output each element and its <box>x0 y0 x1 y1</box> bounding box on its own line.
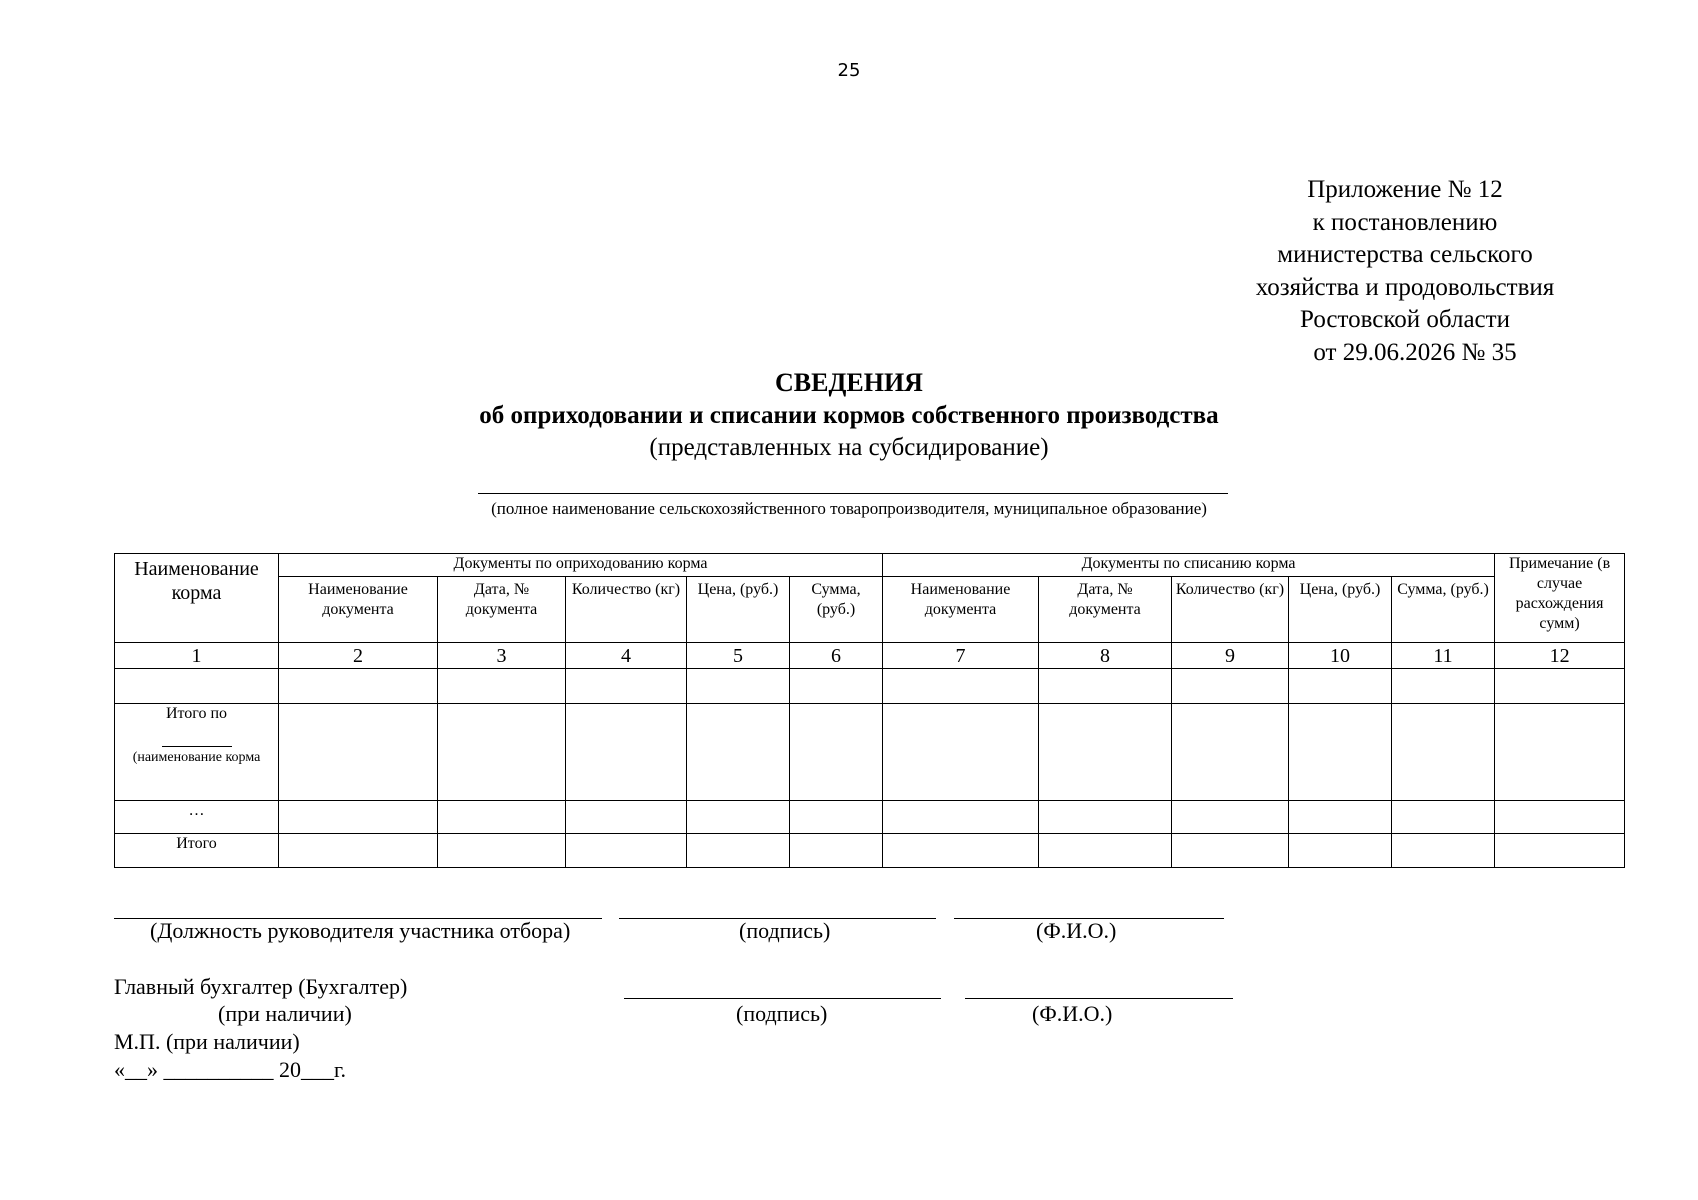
table-cell <box>1039 704 1172 801</box>
header-group-writeoff: Документы по списанию корма <box>883 554 1495 577</box>
accountant-signature-caption: (подпись) <box>736 1001 828 1026</box>
table-cell <box>1039 834 1172 868</box>
table-cell <box>1392 801 1495 834</box>
appendix-line: хозяйства и продовольствия <box>1255 273 1555 301</box>
total-label: Итого <box>115 834 279 868</box>
table-cell <box>1289 669 1392 704</box>
table-cell <box>279 669 438 704</box>
table-cell <box>438 669 566 704</box>
column-number: 10 <box>1289 643 1392 669</box>
table-cell <box>1392 704 1495 801</box>
document-subtitle-note: (представленных на субсидирование) <box>649 434 1049 461</box>
if-any-caption: (при наличии) <box>218 1001 352 1026</box>
table-cell <box>687 834 790 868</box>
table-cell <box>883 704 1039 801</box>
header-date-number: Дата, № документа <box>1039 577 1172 643</box>
column-number: 5 <box>687 643 790 669</box>
table-cell <box>883 669 1039 704</box>
header-quantity: Количество (кг) <box>566 577 687 643</box>
header-price: Цена, (руб.) <box>1289 577 1392 643</box>
table-row <box>115 834 1625 868</box>
header-doc-name: Наименование документа <box>279 577 438 643</box>
document-subtitle: об оприходовании и списании кормов собственного производства <box>479 402 1219 429</box>
table-row <box>115 704 1625 801</box>
stamp-label: М.П. (при наличии) <box>114 1029 300 1054</box>
table-cell <box>1289 704 1392 801</box>
table-cell <box>790 704 883 801</box>
table-cell <box>438 704 566 801</box>
ellipsis-cell: … <box>115 801 279 834</box>
table-cell <box>1172 704 1289 801</box>
table-cell <box>566 801 687 834</box>
column-number: 7 <box>883 643 1039 669</box>
table-cell <box>687 704 790 801</box>
document-title: СВЕДЕНИЯ <box>775 368 923 397</box>
table-cell <box>687 801 790 834</box>
table-cell <box>438 834 566 868</box>
table-cell <box>790 801 883 834</box>
table-cell <box>1495 834 1625 868</box>
table-cell <box>1289 834 1392 868</box>
header-sum: Сумма, (руб.) <box>1392 577 1495 643</box>
column-number: 12 <box>1495 643 1625 669</box>
appendix-line: от 29.06.2026 № 35 <box>1313 338 1517 366</box>
header-group-income: Документы по оприходованию корма <box>279 554 883 577</box>
table-cell <box>279 834 438 868</box>
appendix-block <box>1180 174 1630 369</box>
table-row <box>115 801 1625 834</box>
page-number: 25 <box>837 60 861 81</box>
table-cell <box>687 669 790 704</box>
table-cell <box>1172 669 1289 704</box>
header-price: Цена, (руб.) <box>687 577 790 643</box>
subtotal-label: Итого по <box>165 705 228 722</box>
table-cell <box>438 801 566 834</box>
table-cell <box>1495 801 1625 834</box>
table-cell <box>1039 801 1172 834</box>
producer-name-line <box>478 493 1228 494</box>
head-signature-caption: (подпись) <box>739 918 831 943</box>
table-cell <box>1172 834 1289 868</box>
header-feed-name: Наименование корма <box>115 554 279 643</box>
subtotal-by-feed-cell <box>115 704 279 801</box>
table-cell <box>883 834 1039 868</box>
chief-accountant-label: Главный бухгалтер (Бухгалтер) <box>114 974 408 999</box>
appendix-line: министерства сельского <box>1277 241 1533 268</box>
table-cell <box>1495 669 1625 704</box>
column-number: 1 <box>115 643 279 669</box>
appendix-line: к постановлению <box>1312 208 1498 236</box>
accountant-signature-line <box>624 998 941 999</box>
accountant-fio-caption: (Ф.И.О.) <box>1032 1001 1113 1026</box>
header-note: Примечание (в случае расхождения сумм) <box>1495 554 1625 643</box>
column-number: 3 <box>438 643 566 669</box>
column-number: 11 <box>1392 643 1495 669</box>
head-fio-caption: (Ф.И.О.) <box>1036 918 1117 943</box>
column-number: 9 <box>1172 643 1289 669</box>
table-cell <box>883 801 1039 834</box>
head-position-caption: (Должность руководителя участника отбора) <box>150 918 571 943</box>
header-sum: Сумма, (руб.) <box>790 577 883 643</box>
column-number: 4 <box>566 643 687 669</box>
appendix-line: Приложение № 12 <box>1307 176 1503 203</box>
producer-name-caption: (полное наименование сельскохозяйственного товаропроизводителя, муниципальное образование) <box>491 499 1207 518</box>
table-cell <box>279 801 438 834</box>
table-row <box>115 669 1625 704</box>
table-cell <box>1039 669 1172 704</box>
header-quantity: Количество (кг) <box>1172 577 1289 643</box>
header-date-number: Дата, № документа <box>438 577 566 643</box>
table-cell <box>1289 801 1392 834</box>
table-cell <box>1392 669 1495 704</box>
header-doc-name: Наименование документа <box>883 577 1039 643</box>
date-line: «__» __________ 20___г. <box>114 1057 347 1082</box>
table-cell <box>790 834 883 868</box>
accountant-fio-line <box>965 998 1233 999</box>
column-number: 8 <box>1039 643 1172 669</box>
feed-table <box>114 553 1625 868</box>
feed-name-line <box>162 746 232 747</box>
column-number: 6 <box>790 643 883 669</box>
table-cell <box>1495 704 1625 801</box>
feed-name-caption: (наименование корма <box>132 750 261 765</box>
table-cell <box>1392 834 1495 868</box>
table-cell <box>1172 801 1289 834</box>
table-cell <box>115 669 279 704</box>
column-number: 2 <box>279 643 438 669</box>
table-cell <box>279 704 438 801</box>
table-cell <box>566 704 687 801</box>
appendix-line: Ростовской области <box>1300 306 1510 333</box>
table-cell <box>566 669 687 704</box>
table-cell <box>790 669 883 704</box>
table-cell <box>566 834 687 868</box>
